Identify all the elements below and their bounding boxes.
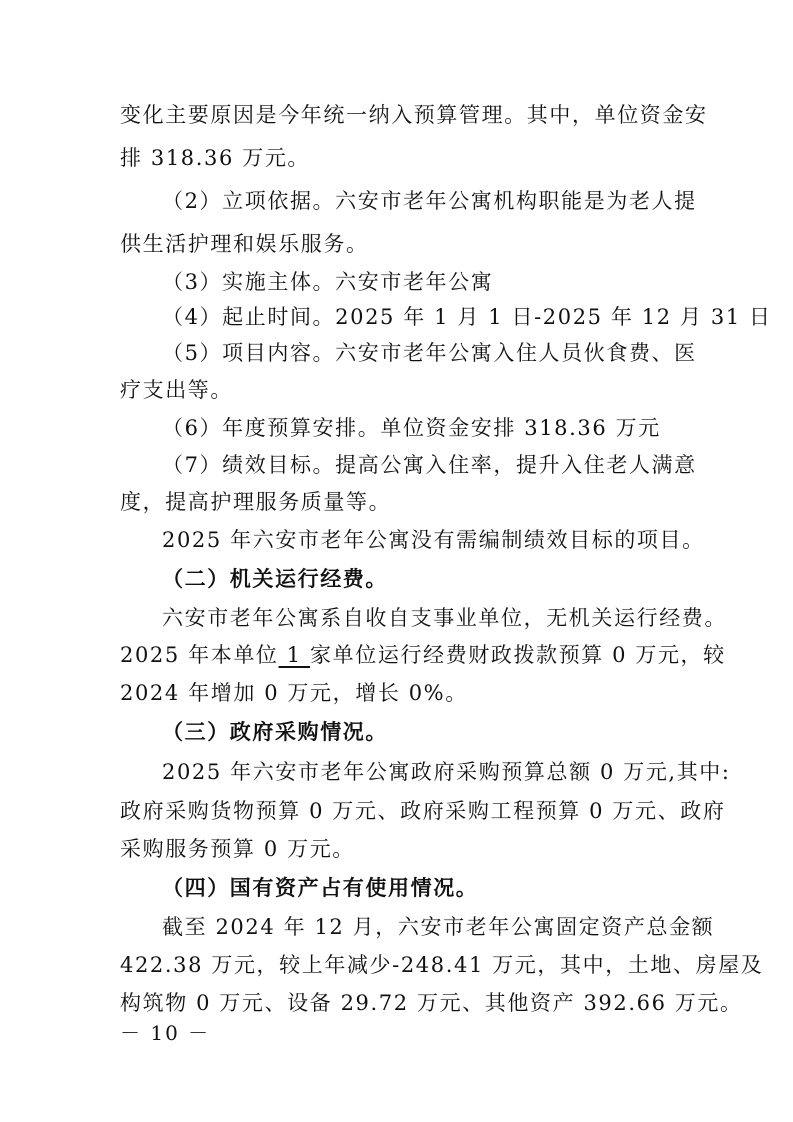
paragraph-line: 六安市老年公寓系自收自支事业单位，无机关运行经费。 xyxy=(162,606,727,630)
paragraph-line: （6）年度预算安排。单位资金安排 318.36 万元 xyxy=(162,416,661,440)
paragraph-line xyxy=(120,641,726,669)
paragraph-line: 2025 年六安市老年公寓没有需编制绩效目标的项目。 xyxy=(162,528,705,552)
section-heading: （四）国有资产占有使用情况。 xyxy=(162,875,479,900)
line-prefix: 2025 年本单位 xyxy=(120,643,279,667)
paragraph-line: 2024 年增加 0 万元，增长 0%。 xyxy=(120,681,468,705)
paragraph-line: 截至 2024 年 12 月，六安市老年公寓固定资产总金额 xyxy=(162,915,715,939)
page-number: － 10 － xyxy=(120,1021,211,1045)
paragraph-line: 政府采购货物预算 0 万元、政府采购工程预算 0 万元、政府 xyxy=(120,799,726,823)
paragraph-line: 供生活护理和娱乐服务。 xyxy=(120,232,369,256)
section-heading: （二）机关运行经费。 xyxy=(162,566,388,591)
section-heading: （三）政府采购情况。 xyxy=(162,719,388,744)
paragraph-line: 变化主要原因是今年统一纳入预算管理。其中，单位资金安 xyxy=(120,103,708,127)
paragraph-line: （5）项目内容。六安市老年公寓入住人员伙食费、医 xyxy=(162,341,697,365)
line-rest: 家单位运行经费财政拨款预算 0 万元，较 xyxy=(310,643,726,667)
paragraph-line: 疗支出等。 xyxy=(120,378,233,402)
paragraph-line: （7）绩效目标。提高公寓入住率，提升入住老人满意 xyxy=(162,453,697,477)
paragraph-line: 度，提高护理服务质量等。 xyxy=(120,490,392,514)
paragraph-line: 422.38 万元，较上年减少-248.41 万元，其中，土地、房屋及 xyxy=(120,953,764,977)
paragraph-line: 采购服务预算 0 万元。 xyxy=(120,837,355,861)
paragraph-line: 构筑物 0 万元、设备 29.72 万元、其他资产 392.66 万元。 xyxy=(120,991,743,1015)
paragraph-line: 2025 年六安市老年公寓政府采购预算总额 0 万元,其中: xyxy=(162,760,731,784)
paragraph-line: （4）起止时间。2025 年 1 月 1 日-2025 年 12 月 31 日 xyxy=(162,305,772,329)
paragraph-line: （2）立项依据。六安市老年公寓机构职能是为老人提 xyxy=(162,189,697,213)
paragraph-line: （3）实施主体。六安市老年公寓 xyxy=(162,270,494,294)
paragraph-line: 排 318.36 万元。 xyxy=(120,146,311,170)
underlined-count: 1 xyxy=(278,643,311,667)
